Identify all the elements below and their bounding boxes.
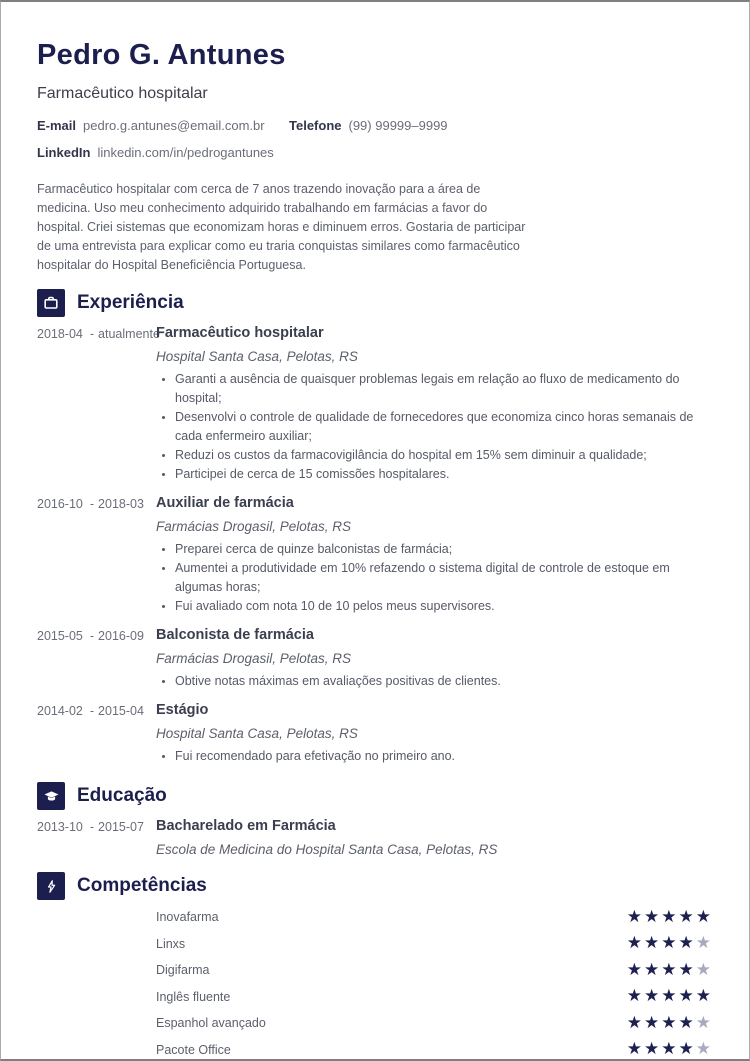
star-empty-icon: ★: [695, 959, 713, 980]
star-filled-icon: ★: [661, 906, 679, 927]
job-bullet: • Preparei cerca de quinze balconistas de farmácia;: [175, 540, 713, 559]
job-title: Estágio: [156, 702, 209, 718]
star-filled-icon: ★: [661, 959, 679, 980]
phone-value: (99) 99999–9999: [348, 118, 448, 133]
job-bullet: • Fui avaliado com nota 10 de 10 pelos meus supervisores.: [175, 597, 713, 616]
date-start: 2013-10: [37, 820, 83, 834]
skill-name: Espanhol avançado: [156, 1016, 266, 1031]
job-bullet: • Garanti a ausência de quaisquer problemas legais em relação ao fluxo de medicamento do hospital;: [175, 370, 713, 408]
job-bullet: • Fui recomendado para efetivação no primeiro ano.: [175, 747, 713, 766]
job-bullet: • Aumentei a produtividade em 10% refazendo o sistema digital de controle de estoque em algumas horas;: [175, 559, 713, 597]
date-start: 2018-04: [37, 327, 83, 341]
job-title: Farmacêutico hospitalar: [156, 325, 324, 341]
date-separator: -: [89, 629, 95, 643]
section-header-experience: [37, 289, 713, 317]
skill-name: Digifarma: [156, 963, 210, 978]
star-filled-icon: ★: [678, 906, 696, 927]
skill-rating: [626, 1012, 713, 1033]
skill-rating: [626, 906, 713, 927]
job-company: Farmácias Drogasil, Pelotas, RS: [156, 519, 352, 534]
education-entry: [37, 818, 713, 858]
linkedin-value: linkedin.com/in/pedrogantunes: [97, 145, 274, 160]
section-title: Competências: [77, 875, 207, 896]
entry-date-range: [37, 627, 156, 691]
entry-date-range: [37, 818, 156, 858]
star-filled-icon: ★: [644, 933, 662, 954]
entry-date-range: [37, 702, 156, 766]
graduation-cap-icon: [37, 782, 65, 810]
star-filled-icon: ★: [695, 986, 713, 1007]
star-filled-icon: ★: [661, 1039, 679, 1060]
date-separator: -: [89, 820, 95, 834]
star-filled-icon: ★: [626, 1012, 644, 1033]
experience-entry: [37, 702, 713, 766]
star-empty-icon: ★: [695, 1039, 713, 1060]
star-filled-icon: ★: [644, 1039, 662, 1060]
job-bullets: [156, 672, 713, 691]
job-bullets: [156, 747, 713, 766]
skill-name: Inglês fluente: [156, 989, 231, 1004]
skill-row: [156, 904, 713, 931]
star-filled-icon: ★: [626, 933, 644, 954]
lightning-bolt-icon: [37, 872, 65, 900]
experience-entry: [37, 495, 713, 616]
skill-row: [156, 1010, 713, 1037]
job-company: Hospital Santa Casa, Pelotas, RS: [156, 349, 358, 364]
star-filled-icon: ★: [644, 1012, 662, 1033]
skill-row: [156, 931, 713, 958]
skill-name: Pacote Office: [156, 1042, 231, 1057]
linkedin-label: LinkedIn: [37, 145, 91, 160]
date-end: atualmente: [98, 327, 160, 341]
star-filled-icon: ★: [626, 986, 644, 1007]
contact-email: [37, 118, 289, 134]
star-filled-icon: ★: [678, 933, 696, 954]
section-header-education: [37, 782, 713, 810]
job-bullet: • Reduzi os custos da farmacovigilância do hospital em 15% sem diminuir a qualidade;: [175, 446, 713, 465]
job-title: Auxiliar de farmácia: [156, 495, 294, 511]
skill-row: [156, 1037, 713, 1061]
entry-date-range: [37, 325, 160, 484]
star-empty-icon: ★: [695, 1012, 713, 1033]
person-job-title: Farmacêutico hospitalar: [37, 85, 208, 102]
job-bullets: [156, 370, 713, 484]
job-company: Hospital Santa Casa, Pelotas, RS: [156, 726, 358, 741]
date-end: 2015-04: [98, 704, 144, 718]
job-title: Balconista de farmácia: [156, 627, 314, 643]
contact-linkedin: [37, 145, 274, 161]
job-company: Farmácias Drogasil, Pelotas, RS: [156, 651, 352, 666]
job-bullet: • Obtive notas máximas em avaliações positivas de clientes.: [175, 672, 713, 691]
phone-label: Telefone: [289, 118, 342, 133]
star-filled-icon: ★: [626, 906, 644, 927]
job-bullet: • Desenvolvi o controle de qualidade de fornecedores que economiza cinco horas semanais de cada enfermeiro auxiliar;: [175, 408, 713, 446]
skill-row: [156, 984, 713, 1011]
star-filled-icon: ★: [678, 1012, 696, 1033]
job-bullet: • Participei de cerca de 15 comissões hospitalares.: [175, 465, 713, 484]
contact-phone: [289, 118, 448, 134]
person-name: Pedro G. Antunes: [37, 39, 286, 71]
professional-summary: Farmacêutico hospitalar com cerca de 7 anos trazendo inovação para a área de medicina. Uso meu conhecimento adquirido trabalhando em farmácias a favor do hospital. Criei sistemas que economizam horas e diminuem erros. Gostaria de participar de uma entrevista para explicar como eu traria conquistas similares como farmacêutico hospitalar do Hospital Beneficiência Portuguesa.: [37, 182, 526, 272]
star-filled-icon: ★: [626, 959, 644, 980]
date-end: 2018-03: [98, 497, 144, 511]
section-header-skills: [37, 872, 713, 900]
date-end: 2015-07: [98, 820, 144, 834]
email-label: E-mail: [37, 118, 77, 133]
experience-entry: [37, 627, 713, 691]
entry-date-range: [37, 495, 156, 616]
date-separator: -: [89, 704, 95, 718]
star-filled-icon: ★: [644, 959, 662, 980]
school-name: Escola de Medicina do Hospital Santa Casa, Pelotas, RS: [156, 842, 498, 857]
skill-rating: [627, 935, 713, 952]
date-start: 2016-10: [37, 497, 83, 511]
section-title: Experiência: [77, 292, 184, 313]
briefcase-icon: [37, 289, 65, 317]
star-filled-icon: ★: [661, 986, 679, 1007]
skill-name: Linxs: [156, 936, 186, 951]
degree-title: Bacharelado em Farmácia: [156, 818, 336, 834]
date-end: 2016-09: [98, 629, 144, 643]
section-title: Educação: [77, 785, 167, 806]
date-separator: -: [89, 327, 95, 341]
star-filled-icon: ★: [644, 986, 662, 1007]
skills-list: [37, 904, 713, 1061]
star-filled-icon: ★: [678, 959, 696, 980]
star-filled-icon: ★: [695, 906, 713, 927]
star-filled-icon: ★: [678, 1039, 696, 1060]
date-start: 2014-02: [37, 704, 83, 718]
skill-row: [156, 957, 713, 984]
contact-section: [37, 118, 713, 161]
date-start: 2015-05: [37, 629, 83, 643]
skill-name: Inovafarma: [156, 910, 219, 925]
email-value: pedro.g.antunes@email.com.br: [83, 118, 265, 133]
skill-rating: [626, 959, 713, 980]
date-separator: -: [89, 497, 95, 511]
job-bullets: [156, 540, 713, 616]
skill-rating: [627, 1041, 713, 1058]
star-empty-icon: ★: [695, 933, 713, 954]
star-filled-icon: ★: [661, 1012, 679, 1033]
star-filled-icon: ★: [626, 1039, 644, 1060]
star-filled-icon: ★: [678, 986, 696, 1007]
experience-entry: [37, 325, 713, 484]
skill-rating: [627, 988, 713, 1005]
star-filled-icon: ★: [644, 906, 662, 927]
star-filled-icon: ★: [661, 933, 679, 954]
